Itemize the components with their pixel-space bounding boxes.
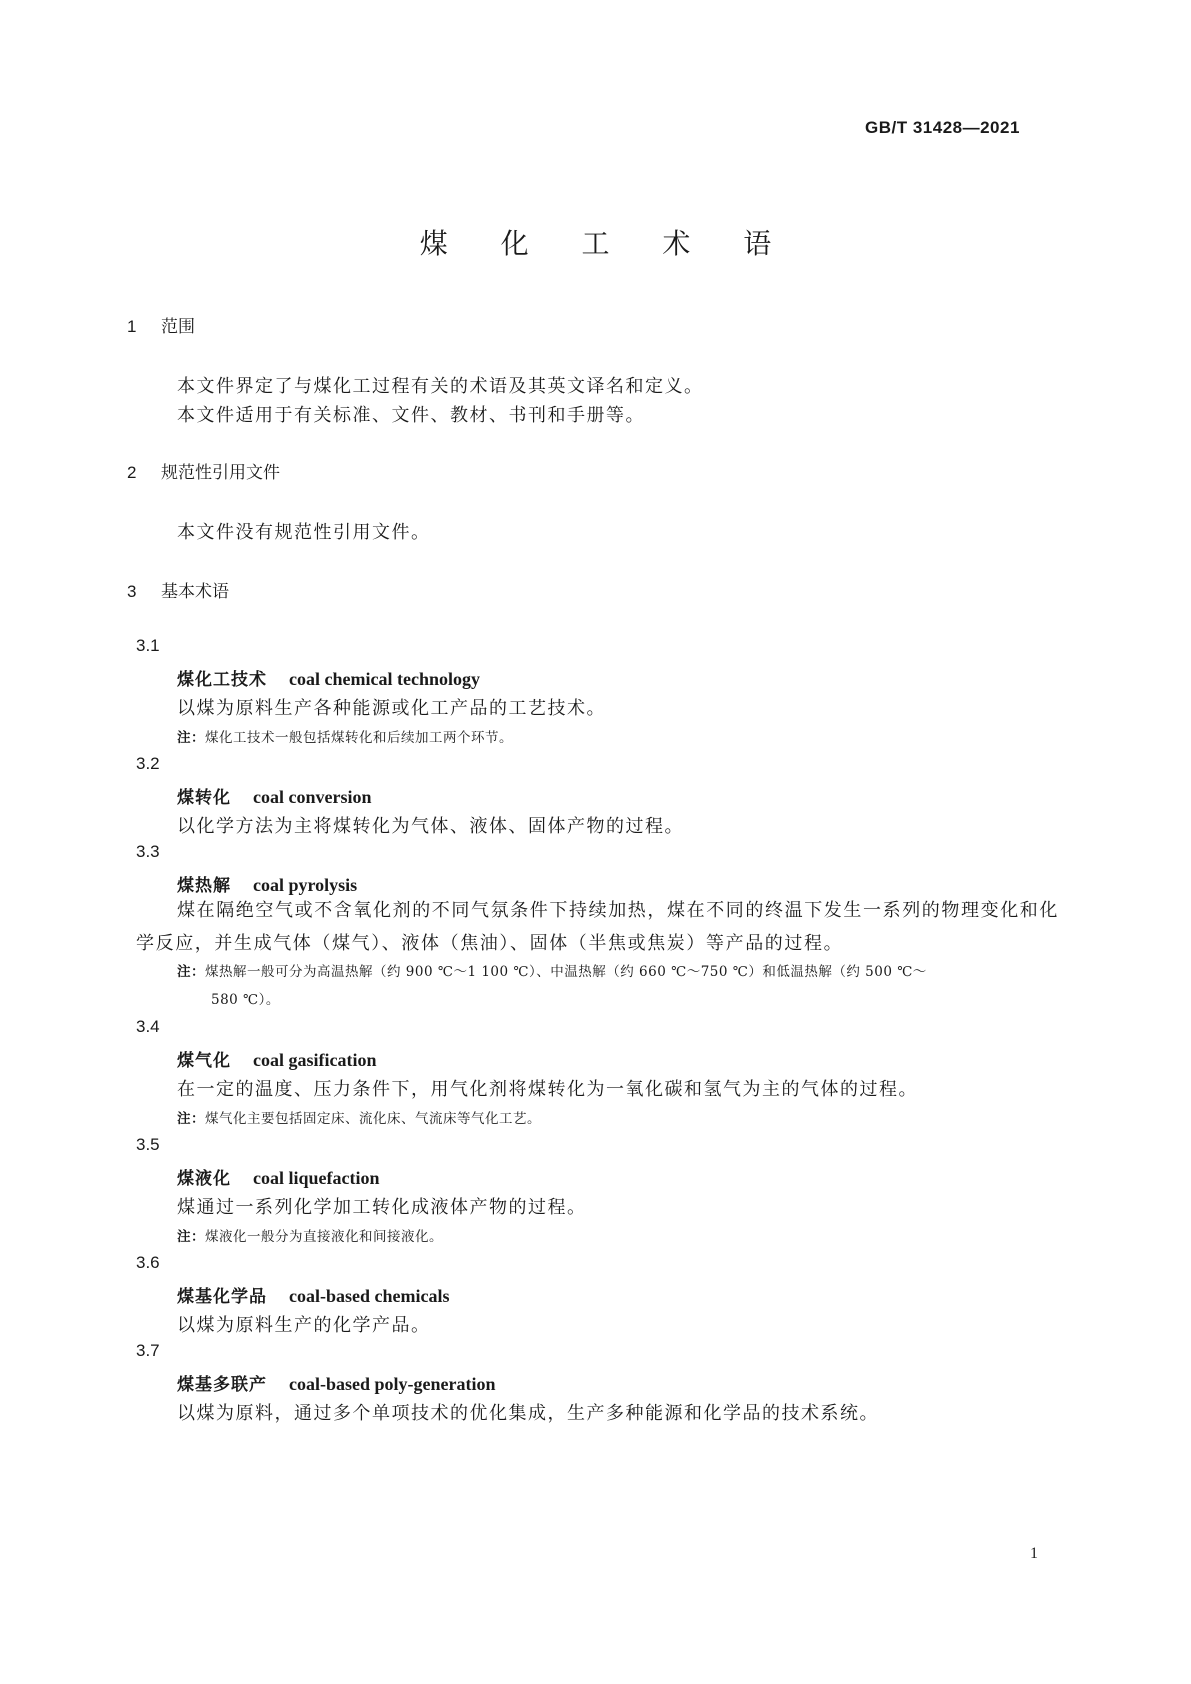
term-chinese: 煤转化 [177,788,231,808]
page-number: 1 [1030,1545,1038,1562]
section-title: 规范性引用文件 [161,463,280,483]
section-1-heading [127,312,195,337]
term-note [177,726,513,746]
term-entry [177,1370,496,1395]
note-label: 注： [177,1111,205,1127]
section-title: 范围 [161,317,195,337]
scope-paragraph-1: 本文件界定了与煤化工过程有关的术语及其英文译名和定义。 [177,376,704,397]
term-number: 3.7 [136,1341,160,1360]
term-entry [177,665,480,690]
term-number: 3.3 [136,842,160,861]
term-entry [177,1164,380,1189]
term-number: 3.1 [136,636,160,655]
term-definition: 以煤为原料生产的化学产品。 [177,1315,431,1336]
term-number: 3.5 [136,1135,160,1154]
section-number: 3 [127,582,137,601]
note-text: 煤热解一般可分为高温热解（约 900 ℃～1 100 ℃）、中温热解（约 660 ℃～750 ℃）和低温热解（约 500 ℃～ [205,964,927,980]
term-english: coal-based chemicals [289,1286,450,1306]
term-english: coal pyrolysis [253,875,358,895]
document-title: 煤 化 工 术 语 [419,227,794,260]
scope-paragraph-2: 本文件适用于有关标准、文件、教材、书刊和手册等。 [177,405,645,426]
term-english: coal gasification [253,1050,377,1070]
term-number: 3.6 [136,1253,160,1272]
note-text-continued: 580 ℃）。 [211,992,280,1008]
term-number: 3.2 [136,754,160,773]
section-number: 1 [127,317,137,336]
term-english: coal chemical technology [289,669,480,689]
term-entry [177,1046,377,1071]
term-chinese: 煤热解 [177,876,231,896]
term-english: coal liquefaction [253,1168,380,1188]
note-text: 煤化工技术一般包括煤转化和后续加工两个环节。 [205,730,513,746]
term-note [177,1225,443,1245]
term-entry [177,783,372,808]
term-entry [177,871,357,896]
note-text: 煤液化一般分为直接液化和间接液化。 [205,1229,443,1245]
term-chinese: 煤液化 [177,1169,231,1189]
term-english: coal-based poly-generation [289,1374,496,1394]
term-definition: 以化学方法为主将煤转化为气体、液体、固体产物的过程。 [177,816,684,837]
term-entry [177,1282,449,1307]
term-definition: 在一定的温度、压力条件下，用气化剂将煤转化为一氧化碳和氢气为主的气体的过程。 [177,1079,918,1100]
references-paragraph: 本文件没有规范性引用文件。 [177,522,431,543]
term-definition: 以煤为原料，通过多个单项技术的优化集成，生产多种能源和化学品的技术系统。 [177,1403,879,1424]
note-label: 注： [177,1229,205,1245]
section-title: 基本术语 [161,582,229,602]
term-note [177,1107,541,1127]
term-chinese: 煤化工技术 [177,670,267,690]
term-note [177,958,1057,1014]
term-definition: 以煤为原料生产各种能源或化工产品的工艺技术。 [177,698,606,719]
section-2-heading [127,458,280,483]
term-chinese: 煤基化学品 [177,1287,267,1307]
note-text: 煤气化主要包括固定床、流化床、气流床等气化工艺。 [205,1111,541,1127]
term-definition: 煤在隔绝空气或不含氧化剂的不同气氛条件下持续加热，煤在不同的终温下发生一系列的物理变化和化学反应，并生成气体（煤气）、液体（焦油）、固体（半焦或焦炭）等产品的过程。 [136,900,1059,954]
term-definition: 煤通过一系列化学加工转化成液体产物的过程。 [177,1197,587,1218]
section-number: 2 [127,463,137,482]
term-number: 3.4 [136,1017,160,1036]
term-english: coal conversion [253,787,372,807]
standard-code: GB/T 31428—2021 [865,118,1020,137]
note-label: 注： [177,964,205,980]
term-chinese: 煤气化 [177,1051,231,1071]
note-label: 注： [177,730,205,746]
section-3-heading [127,577,229,602]
term-chinese: 煤基多联产 [177,1375,267,1395]
